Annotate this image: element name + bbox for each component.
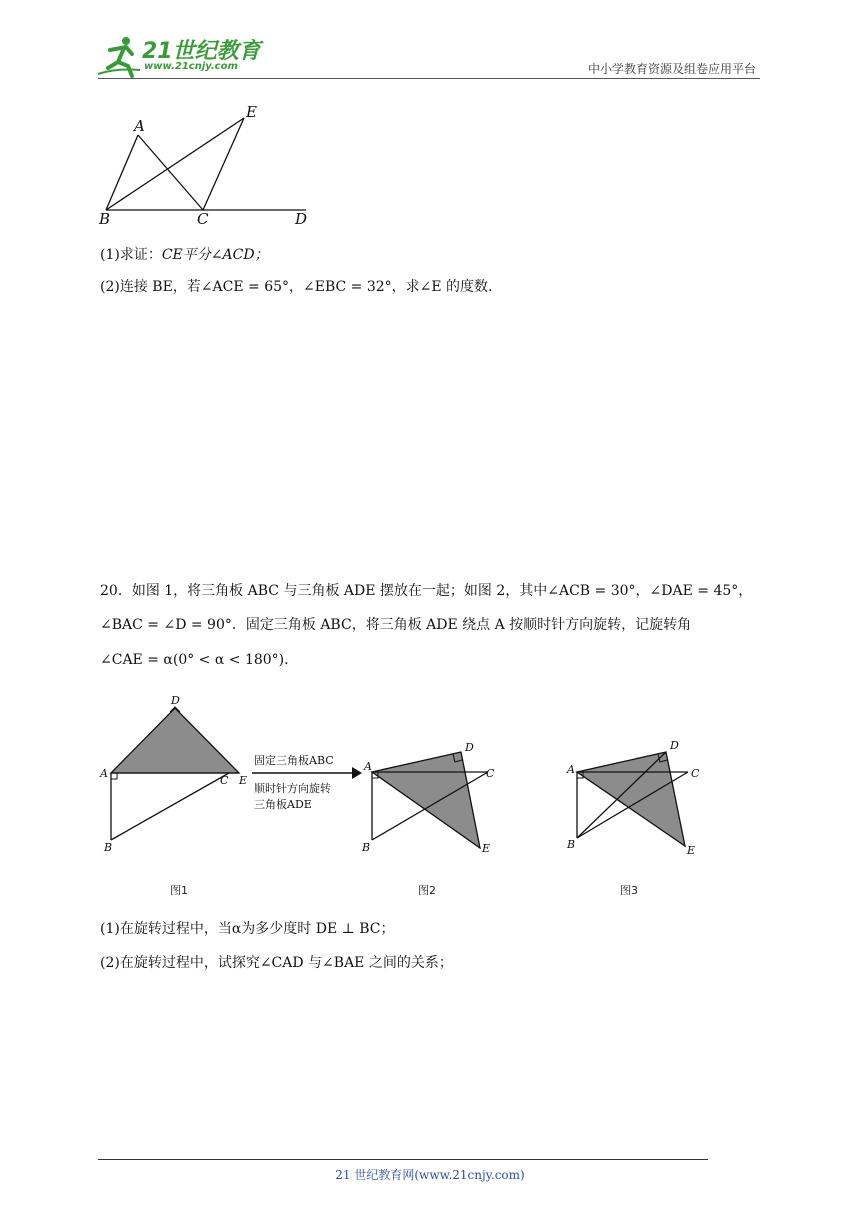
q20-line3: ∠CAE = α(0° < α < 180°). <box>100 652 289 668</box>
fig2-label-a: A <box>364 760 372 773</box>
line-ac <box>138 135 203 210</box>
fig3-label-c: C <box>691 767 700 780</box>
q20-line1: 20．如图 1，将三角板 ABC 与三角板 ADE 摆放在一起；如图 2，其中∠ACB = 30°，∠DAE = 45°， <box>100 583 753 599</box>
fig1-triangle-ade <box>111 708 239 773</box>
fig1-label-e: E <box>239 774 248 787</box>
fig2 <box>361 741 495 855</box>
figure-q19 <box>96 100 326 228</box>
fig3-label-d: D <box>670 739 679 752</box>
label-c: C <box>197 210 209 228</box>
runner-icon <box>96 34 142 78</box>
site-logo <box>96 34 266 78</box>
fig2-label-b: B <box>362 841 371 854</box>
fig1 <box>99 694 247 854</box>
fig1-caption: 图1 <box>170 884 188 897</box>
arrow-text3: 三角板ADE <box>254 798 312 811</box>
fig2-triangle-ade <box>372 752 480 848</box>
fig3 <box>566 739 700 857</box>
label-a: A <box>134 117 145 135</box>
q20-part2: (2)在旋转过程中，试探究∠CAD 与∠BAE 之间的关系； <box>100 955 453 971</box>
logo-main-text: 21世纪教育 <box>142 39 261 64</box>
fig2-label-e: E <box>482 842 491 855</box>
fig3-label-e: E <box>687 844 696 857</box>
label-b: B <box>99 210 111 228</box>
rotation-arrow <box>252 753 362 811</box>
fig2-label-c: C <box>486 767 495 780</box>
fig3-label-b: B <box>567 838 576 851</box>
platform-title: 中小学教育资源及组卷应用平台 <box>587 62 756 76</box>
fig3-label-a: A <box>567 763 575 776</box>
label-d: D <box>295 210 308 228</box>
footer-divider <box>98 1159 708 1160</box>
q19-part2: (2)连接 BE，若∠ACE = 65°，∠EBC = 32°，求∠E 的度数. <box>100 279 493 295</box>
fig1-right-angle-a <box>111 773 117 779</box>
arrow-text2: 顺时针方向旋转 <box>254 782 331 795</box>
fig1-label-d: D <box>171 694 180 707</box>
fig3-triangle-ade <box>577 752 685 846</box>
q19-part1 <box>100 244 269 264</box>
q19-part1-prefix: (1)求证： <box>100 247 162 263</box>
fig2-label-d: D <box>465 741 474 754</box>
fig1-label-a: A <box>100 767 108 780</box>
q20-part1: (1)在旋转过程中，当α为多少度时 DE ⊥ BC； <box>100 921 395 937</box>
q19-part1-expr: CE平分∠ACD； <box>161 247 269 263</box>
label-e: E <box>246 103 257 121</box>
fig1-label-c: C <box>220 774 229 787</box>
figure-q20 <box>96 690 716 870</box>
arrow-head-icon <box>352 767 362 779</box>
footer-link[interactable]: 21 世纪教育网(www.21cnjy.com) <box>335 1168 525 1182</box>
q20-line2: ∠BAC = ∠D = 90°．固定三角板 ABC，将三角板 ADE 绕点 A 按顺时针方向旋转，记旋转角 <box>100 617 692 633</box>
fig2-caption: 图2 <box>418 884 436 897</box>
header-divider <box>98 78 760 79</box>
logo-sub-text: www.21cnjy.com <box>144 61 238 72</box>
fig3-caption: 图3 <box>620 884 638 897</box>
fig1-bc <box>111 773 229 840</box>
fig1-label-b: B <box>104 841 113 854</box>
arrow-text1: 固定三角板ABC <box>254 754 334 767</box>
